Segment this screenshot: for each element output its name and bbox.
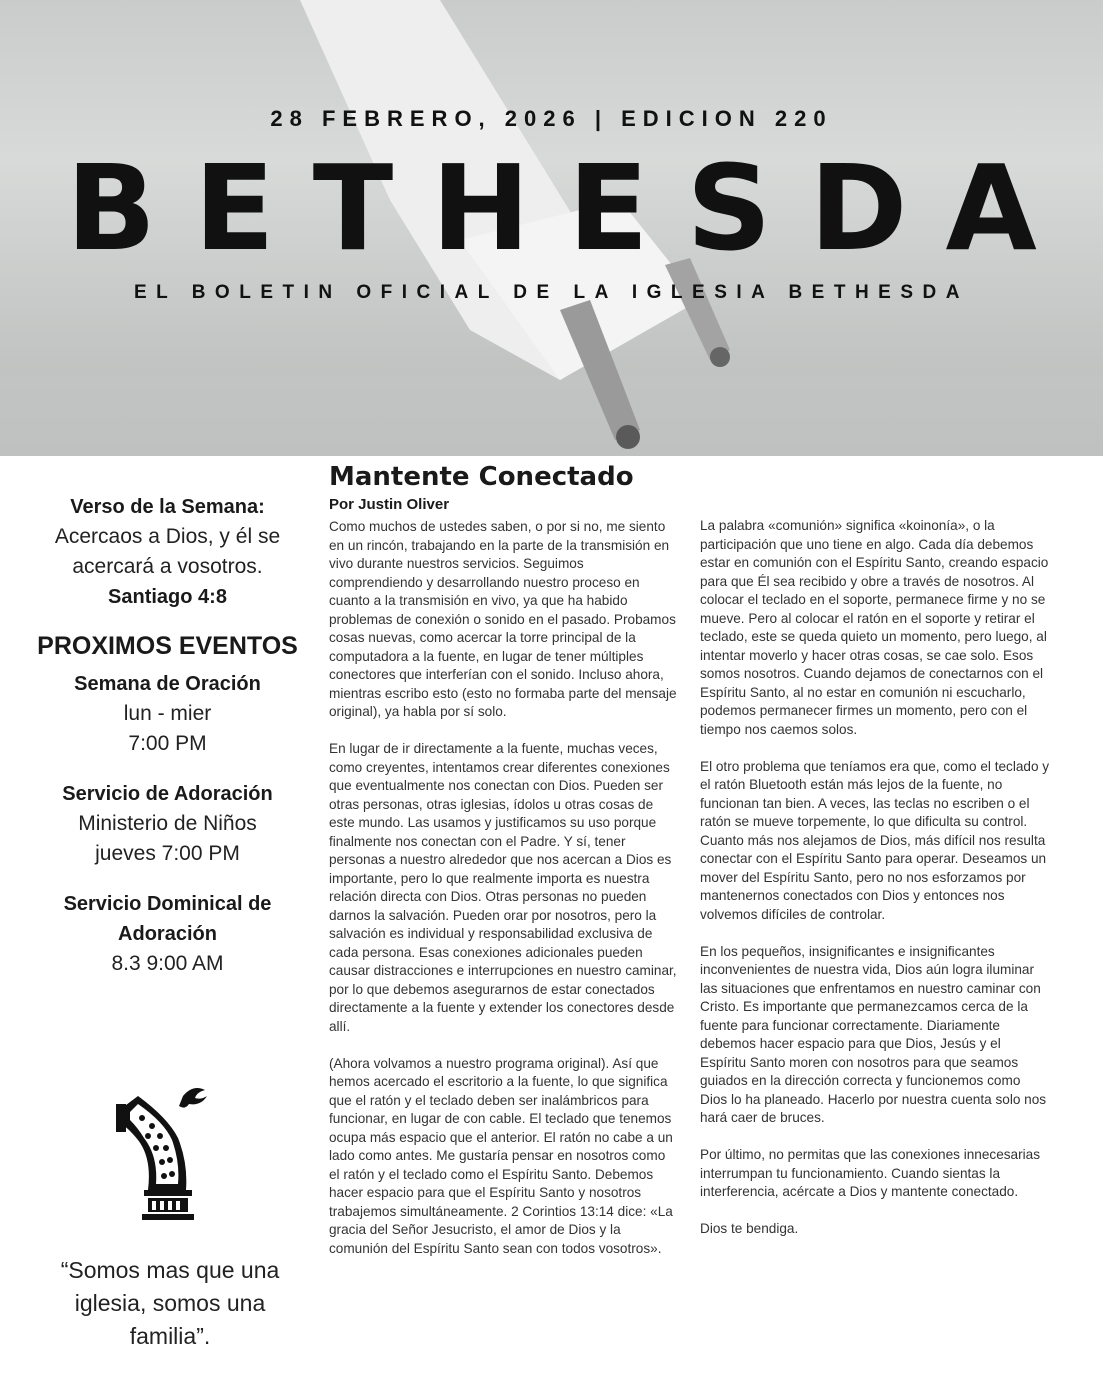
church-motto: “Somos mas que una iglesia, somos una familia”. [60,1257,280,1349]
newsletter-title: BETHESDA [66,139,1075,277]
verse-reference: Santiago 4:8 [108,586,227,608]
event-detail: jueves 7:00 PM [95,842,240,865]
verse-text: Acercaos a Dios, y él se acercará a vosotros. [54,525,281,578]
event-item [20,669,315,759]
sidebar [20,492,315,999]
article-paragraph: La palabra «comunión» significa «koinonía», o la participación que uno tiene en algo. Cada día debemos estar en comunión con el Espíritu Santo, creando espacio para que Él sea recibido y obre a través de nosotros. Al colocar el teclado en el soporte, permanece firme y no se mueve. Pero al colocar el ratón en el soporte y retirar el teclado, este se queda quieto un momento, pero luego, al intentar moverlo y hacer otras cosas, se cae solo. Esos somos nosotros. Cuando dejamos de conectarnos con el Espíritu Santo, al no estar en comunión ni escucharlo, podemos permanecer firmes un momento, pero con el tiempo nos caemos solos. [700,518,1049,737]
header-banner [0,0,1103,456]
event-detail: 8.3 9:00 AM [111,952,224,975]
article-paragraph: En los pequeños, insignificantes e insignificantes inconvenientes de nuestra vida, Dios aún logra iluminar las situaciones que enfrentamos en nuestro caminar con Cristo. Es importante que permanezcamos cerca de la fuente para funcionar correctamente. Diariamente debemos hacer espacio para que Dios, Jesús y el Espíritu Santo moren con nosotros para que seamos guiados en la dirección correcta y funcionemos como Dios lo ha planeado. Hacerlo por nuestra cuenta solo nos hará caer de bruces. [700,943,1047,1125]
event-item [20,779,315,869]
article-paragraph: Dios te bendiga. [700,1221,799,1236]
newsletter-subtitle: EL BOLETIN OFICIAL DE LA IGLESIA BETHESDA [134,282,969,303]
event-detail: lun - mier [123,702,212,725]
verse-heading: Verso de la Semana: [70,496,265,518]
article-paragraph: Como muchos de ustedes saben, o por si no, me siento en un rincón, trabajando en la parte de la transmisión en vivo durante nuestros servicios. Seguimos comprendiendo y desarrollando nuestro proceso en cuanto a la transmisión en vivo, ya que ha habido problemas de conexión o sonido en el pasado. Probamos cosas nuevas, como acercar la torre principal de la computadora a la fuente, en lugar de tener múltiples conectores que interferían con el sonido. Incluso ahora, mientras escribo esto (esto no formaba parte del mensaje original), ya habla por sí solo. [329,519,677,719]
event-name: Semana de Oración [74,673,261,695]
event-detail: 7:00 PM [128,732,207,755]
event-name: Servicio Dominical de Adoración [63,893,272,945]
article-byline: Por Justin Oliver [329,496,450,513]
article-title: Mantente Conectado [329,462,634,492]
date-edition: 28 FEBRERO, 2026 | EDICION 220 [270,106,833,131]
event-name: Servicio de Adoración [62,783,273,805]
event-detail: Ministerio de Niños [78,812,257,835]
article-paragraph: El otro problema que teníamos era que, como el teclado y el ratón Bluetooth están más lejos de la fuente, no funcionan tan bien. A veces, las teclas no escriben o el ratón se mueve torpemente, lo que dificulta su control. Cuanto más nos alejamos de Dios, más difícil nos resulta conectar con el Espíritu Santo para operar. Deseamos un mover del Espíritu Santo, pero no nos esforzamos por mantenernos conectados con Dios y entonces nos volvemos difíciles de controlar. [700,758,1050,922]
article-paragraph: En lugar de ir directamente a la fuente, muchas veces, como creyentes, intentamos crear diferentes conexiones que eventualmente nos conectan con Dios. Pueden ser otras personas, otras iglesias, ídolos u otras cosas de este mundo. Las usamos y justificamos su uso porque finalmente nos conectan con el Padre. Y sí, tener personas a nuestro alrededor que nos acercan a Dios es importante, pero lo que realmente importa es nuestra relación directa con Dios. Otras personas no pueden darnos la salvación. Pueden orar por nosotros, pero la salvación es individual y responsabilidad exclusiva de cada persona. Esas conexiones adicionales pueden causar distracciones e interrupciones en nuestro caminar, por lo que debemos asegurarnos de estar conectados directamente a la fuente y extender los conectores desde allí. [329,741,677,1034]
article-paragraph: Por último, no permitas que las conexiones innecesarias interrumpan tu funcionamiento. Cuando sientas la interferencia, acércate a Dios y mantente conectado. [700,1147,1041,1199]
events-title: PROXIMOS EVENTOS [37,632,298,660]
article-paragraph: (Ahora volvamos a nuestro programa original). Así que hemos acercado el escritorio a la fuente, lo que significa que el ratón y el teclado deben ser inalámbricos para funcionar, en lugar de con cable. El teclado que tenemos ocupa más espacio que el anterior. El ratón no cabe a un lado como antes. Me gustaría pensar en nosotros como el ratón y el teclado como el Espíritu Santo. Debemos hacer espacio para que el Espíritu Santo y nosotros trabajemos simultáneamente. 2 Corintios 13:14 dice: «La gracia del Señor Jesucristo, el amor de Dios y la comunión del Espíritu Santo sean con todos vosotros». [329,1055,673,1256]
event-item [20,889,315,979]
article-column-2 [700,517,1050,1257]
article-column-1 [329,518,679,1277]
church-pillar-dove-logo [108,1078,228,1228]
